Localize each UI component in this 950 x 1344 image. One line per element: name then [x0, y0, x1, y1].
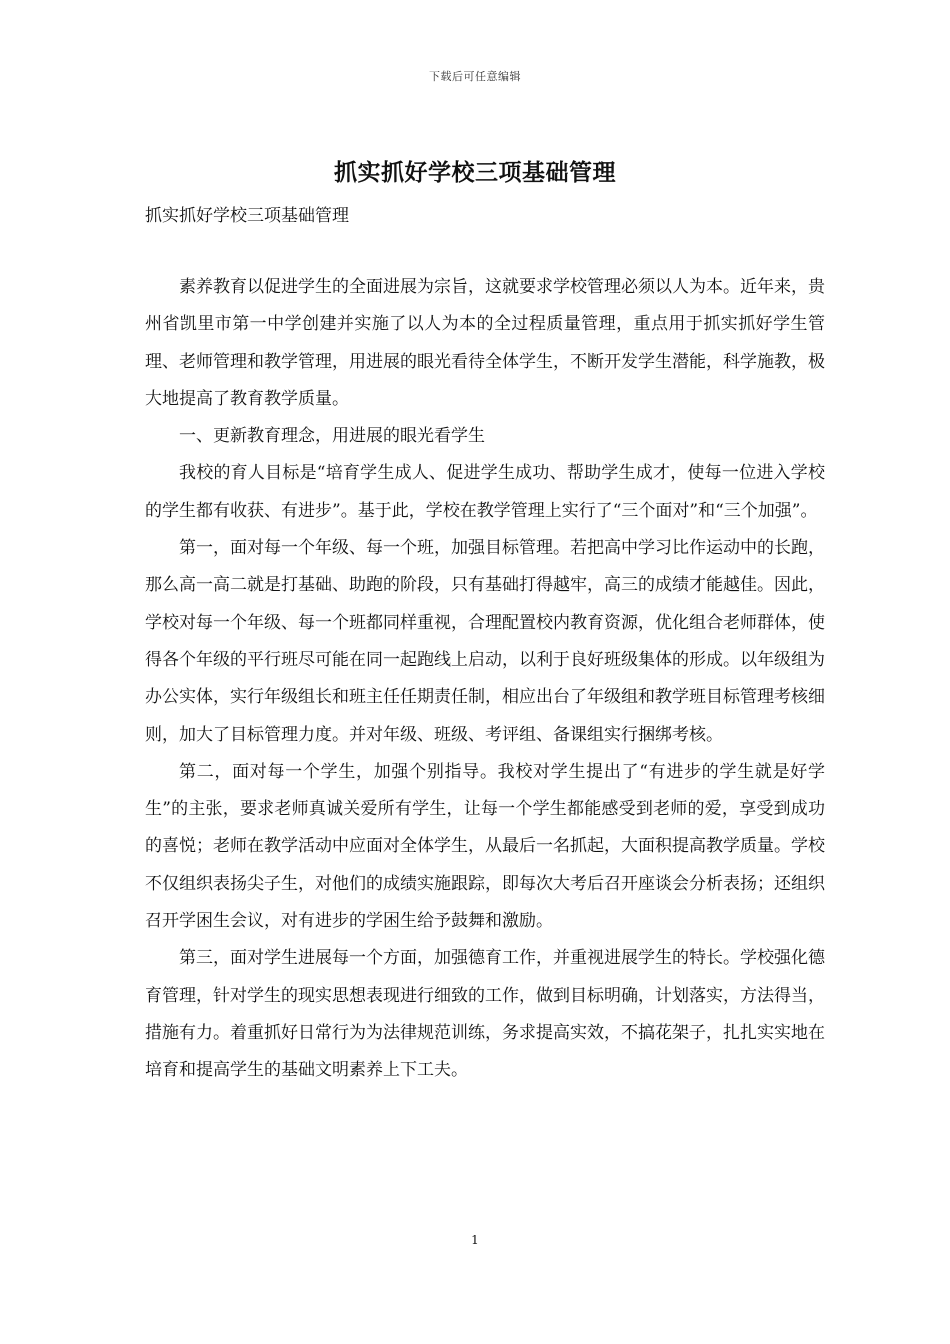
document-title: 抓实抓好学校三项基础管理: [334, 159, 616, 186]
header-note: 下载后可任意编辑: [429, 70, 521, 83]
paragraph-goal: 我校的育人目标是“培育学生成人、促进学生成功、帮助学生成才，使每一位进入学校的学生都有收获、有进步”。基于此，学校在教学管理上实行了“三个面对”和“三个加强”。: [145, 463, 825, 521]
paragraph-intro: 素养教育以促进学生的全面进展为宗旨，这就要求学校管理必须以人为本。近年来，贵州省凯里市第一中学创建并实施了以人为本的全过程质量管理，重点用于抓实抓好学生管理、老师管理和教学管理，用进展的眼光看待全体学生，不断开发学生潜能，科学施教，极大地提高了教育教学质量。: [145, 277, 825, 409]
document-subtitle: 抓实抓好学校三项基础管理: [145, 206, 349, 226]
section-heading-1: 一、更新教育理念，用进展的眼光看学生: [179, 426, 485, 447]
paragraph-first: 第一，面对每一个年级、每一个班，加强目标管理。若把高中学习比作运动中的长跑，那么高一高二就是打基础、助跑的阶段，只有基础打得越牢，高三的成绩才能越佳。因此，学校对每一个年级、每一个班都同样重视，合理配置校内教育资源，优化组合老师群体，使得各个年级的平行班尽可能在同一起跑线上启动，以利于良好班级集体的形成。以年级组为办公实体，实行年级组长和班主任任期责任制，相应出台了年级组和教学班目标管理考核细则，加大了目标管理力度。并对年级、班级、考评组、备课组实行捆绑考核。: [145, 538, 825, 745]
paragraph-second: 第二，面对每一个学生，加强个别指导。我校对学生提出了“有进步的学生就是好学生”的主张，要求老师真诚关爱所有学生，让每一个学生都能感受到老师的爱，享受到成功的喜悦；老师在教学活动中应面对全体学生，从最后一名抓起，大面积提高教学质量。学校不仅组织表扬尖子生，对他们的成绩实施跟踪，即每次大考后召开座谈会分析表扬；还组织召开学困生会议，对有进步的学困生给予鼓舞和激励。: [145, 761, 825, 932]
document-body: [145, 269, 825, 1090]
paragraph-third: 第三，面对学生进展每一个方面，加强德育工作，并重视进展学生的特长。学校强化德育管理，针对学生的现实思想表现进行细致的工作，做到目标明确，计划落实，方法得当，措施有力。着重抓好日常行为为法律规范训练，务求提高实效，不搞花架子，扎扎实实地在培育和提高学生的基础文明素养上下工夫。: [145, 948, 825, 1081]
page-number: 1: [471, 1233, 479, 1247]
